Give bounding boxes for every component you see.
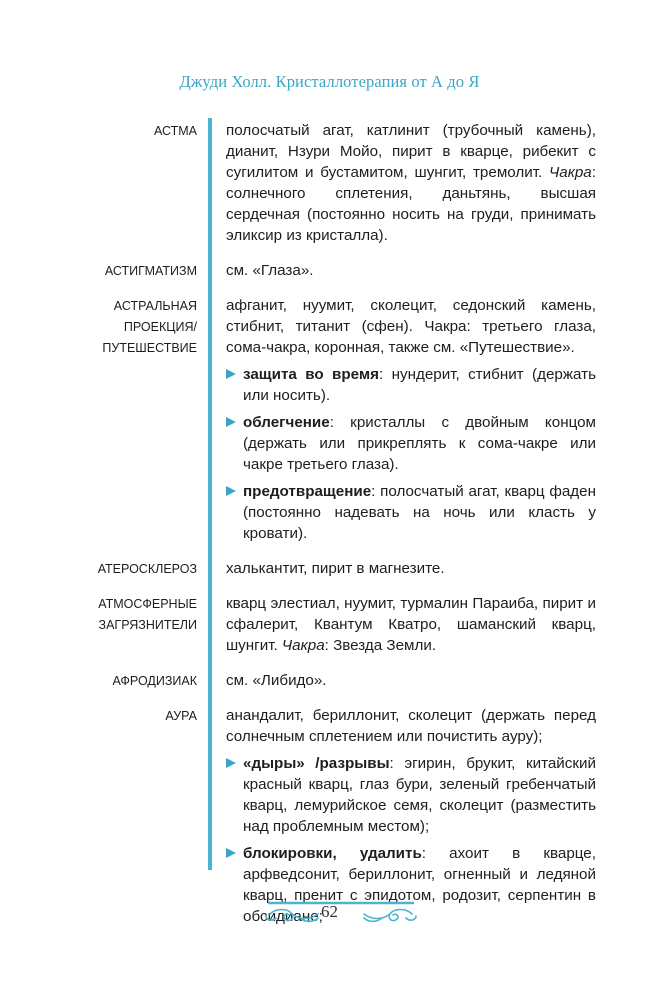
entry-astigmatism (0, 260, 659, 281)
triangle-bullet-icon (226, 758, 236, 768)
entry-definition (226, 670, 596, 691)
definition-text (226, 593, 596, 656)
entry-asthma (0, 120, 659, 246)
definition-text: см. «Глаза». (226, 262, 314, 279)
definition-part: : солнечного сплетения, даньтянь, высшая сердечная (постоянно носить на груди, принимать эликсир из кристалла). (226, 164, 596, 244)
entry-term (60, 594, 197, 636)
sub-item-text: : кристаллы с двойным концом (держать или прикреплять к сома-чакре или чакре третьего глаза). (243, 414, 596, 473)
page-number: 62 (321, 902, 338, 921)
definition-part: полосчатый агат, катлинит (трубочный камень), дианит, Нзури Мойо, пирит в кварце, рибекит с сугилитом и бустамитом, шунгит, тремолит. (226, 122, 596, 181)
sub-item (226, 753, 596, 837)
entry-term (60, 559, 197, 580)
definition-emphasis: Чакра (549, 164, 592, 181)
sub-item-text: : полосчатый агат, кварц фаден (постоянно надевать на ночь или класть у кровати). (243, 483, 596, 542)
term-line: АФРОДИЗИАК (112, 674, 197, 688)
triangle-bullet-icon (226, 417, 236, 427)
term-line: АУРА (165, 709, 197, 723)
entry-atmospheric-pollutants (0, 593, 659, 656)
term-line: ЗАГРЯЗНИТЕЛИ (98, 618, 197, 632)
definition-text: см. «Либидо». (226, 672, 327, 689)
sub-item (226, 364, 596, 406)
entry-definition (226, 295, 596, 544)
sub-item-text: : эгирин, брукит, китайский красный кварц, глаз бури, зеленый гребенчатый кварц, лемурийское семя, сколецит (разместить над проблемным местом); (243, 755, 596, 835)
definition-part: кварц элестиал, нуумит, турмалин Параиба, пирит и сфалерит, Квантум Кватро, шаманский кварц, шунгит. (226, 595, 596, 654)
definition-text (226, 120, 596, 246)
entry-astral-projection (0, 295, 659, 544)
term-line: ПРОЕКЦИЯ/ (123, 320, 197, 334)
sub-item-text: : ахоит в кварце, арфведсонит, бериллонит, огненный и ледяной кварц, пренит с эпидотом, родозит, серпентин в обсидиане; (243, 845, 596, 925)
sub-item (226, 412, 596, 475)
entry-term (60, 296, 197, 359)
entry-term (60, 261, 197, 282)
definition-emphasis: Чакра (281, 637, 325, 654)
sub-item (226, 481, 596, 544)
definition-text: анандалит, бериллонит, сколецит (держать перед солнечным сплетением или почистить ауру); (226, 707, 596, 745)
entry-definition (226, 120, 596, 246)
triangle-bullet-icon (226, 486, 236, 496)
sub-item-keyword: предотвращение (243, 483, 372, 500)
entry-aphrodisiac (0, 670, 659, 691)
term-line: АТМОСФЕРНЫЕ (98, 597, 197, 611)
triangle-bullet-icon (226, 848, 236, 858)
definition-part: : Звезда Земли. (324, 637, 437, 654)
triangle-bullet-icon (226, 369, 236, 379)
sub-item-text: : нундерит, стибнит (держать или носить). (243, 366, 596, 404)
entry-definition (226, 558, 596, 579)
term-line: АСТМА (153, 124, 197, 138)
term-line: АСТИГМАТИЗМ (104, 264, 197, 278)
entry-aura (0, 705, 659, 927)
entry-definition (226, 705, 596, 927)
term-line: АТЕРОСКЛЕРОЗ (97, 562, 197, 576)
entry-term (60, 671, 197, 692)
dictionary-entries (0, 120, 659, 941)
sub-item-keyword: «дыры» /разрывы (243, 755, 390, 772)
term-line: АСТРАЛЬНАЯ (113, 299, 197, 313)
entry-definition (226, 593, 596, 656)
sub-item-keyword: облегчение (243, 414, 330, 431)
sub-item-keyword: блокировки, удалить (243, 845, 422, 862)
entry-term (60, 706, 197, 727)
entry-definition (226, 260, 596, 281)
page-footer (0, 898, 659, 932)
definition-text: афганит, нуумит, сколецит, седонский камень, стибнит, титанит (сфен). Чакра: третьего глаза, сома-чакра, коронная, также см. «Путешествие». (226, 297, 596, 356)
definition-text: халькантит, пирит в магнезите. (226, 560, 445, 577)
running-header: Джуди Холл. Кристаллотерапия от А до Я (179, 72, 480, 91)
entry-term (60, 121, 197, 142)
entry-atherosclerosis (0, 558, 659, 579)
term-line: ПУТЕШЕСТВИЕ (102, 341, 197, 355)
sub-item-keyword: защита во время (243, 366, 379, 383)
